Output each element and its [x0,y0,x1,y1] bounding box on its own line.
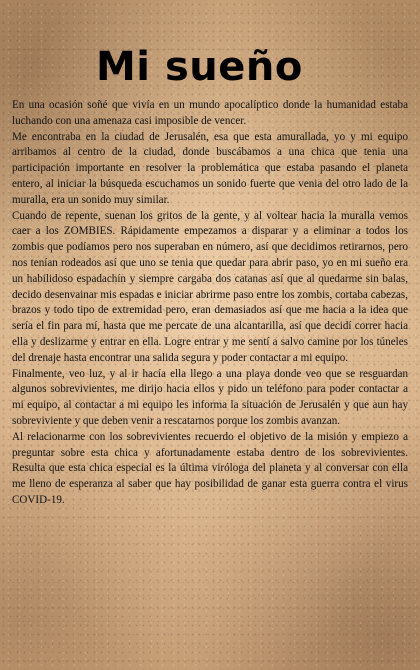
page-title: Mi sueño [96,44,303,90]
paragraph-4: Finalmente, veo luz, y al ir hacía ella llego a una playa donde veo que se resguardan algunos sobrevivientes, me dirijo hacia ellos y pido un teléfono para poder contactar a mi equipo, al contactar a mi equipo les informa la situación de Jerusalén y que aun hay sobreviviente y que deben venir a rescatarnos porque los zombis avanzan. [12,367,408,427]
paragraph-5: Al relacionarme con los sobrevivientes recuerdo el objetivo de la misión y empiezo a preguntar sobre esta chica y afortunadamente estaba dentro de los sobrevivientes. Resulta que esta chica especial es la última viróloga del planeta y al conversar con ella me lleno de esperanza al saber que hay posibilidad de ganar esta guerra contra el virus COVID-19. [12,430,408,506]
paragraph-1: En una ocasión soñé que vivía en un mundo apocalíptico donde la humanidad estaba luchando con una amenaza casi imposible de vencer. [12,99,408,127]
paragraph-3: Cuando de repente, suenan los gritos de la gente, y al voltear hacia la muralla vemos caer a los ZOMBIES. Rápidamente empezamos a disparar y a eliminar a todos los zombis que podíamos pero nos superaban en número, así que decidimos retirarnos, pero nos tenían rodeados así que uno se tenia que quedar para abrir paso, yo en mi sueño era un habilidoso espadachín y siempre cargaba dos catanas así que al quedarme sin balas, decido desenvainar mis espadas e iniciar abrirme paso entre los zombis, cortaba cabezas, brazos y todo tipo de extremidad pero, eran demasiados así que me hacia a la idea que sería el fin para mí, hasta que me percate de una alcantarilla, así que decidí correr hacia ella y deslizarme y entrar en ella. Logre entrar y me sentí a salvo camine por los túneles del drenaje hasta encontrar una salida segura y poder contactar a mi equipo. [12,209,408,364]
paragraph-2: Me encontraba en la ciudad de Jerusalén, esa que esta amurallada, yo y mi equipo arribamos al centro de la ciudad, donde buscábamos a una chica que tenia una participación importante en resolver la problemática que estaba pasando el planeta entero, al iniciar la búsqueda escuchamos un sonido fuerte que venia del otro lado de la muralla, era un sonido muy similar. [12,130,408,206]
